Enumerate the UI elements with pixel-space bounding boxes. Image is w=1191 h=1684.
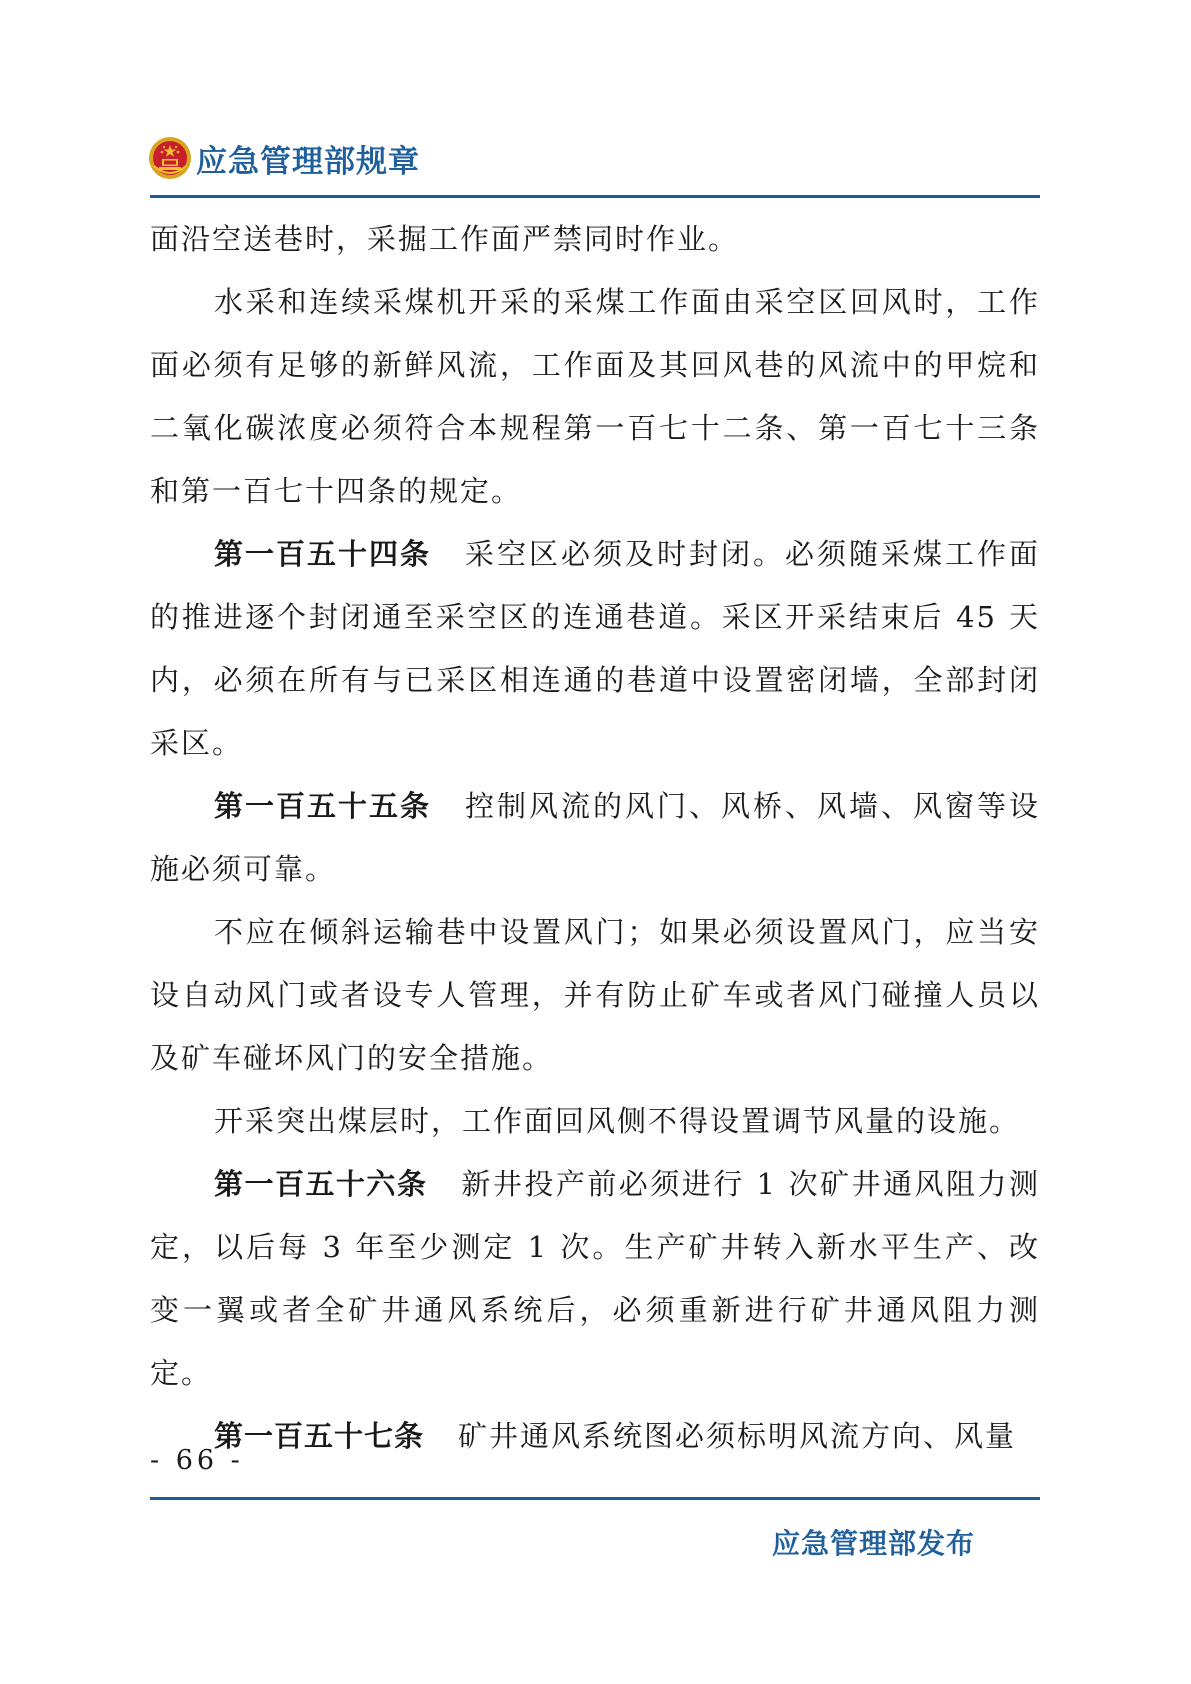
footer-publisher: 应急管理部发布 — [772, 1527, 976, 1560]
header-divider — [150, 195, 1040, 198]
paragraph-text: 开采突出煤层时，工作面回风侧不得设置调节风量的设施。 — [214, 1104, 1021, 1138]
body-paragraph — [150, 901, 1040, 1090]
article-paragraph — [150, 1153, 1040, 1405]
article-paragraph — [150, 775, 1040, 901]
article-paragraph — [150, 523, 1040, 775]
body-paragraph — [150, 271, 1040, 523]
paragraph-text: 水采和连续采煤机开采的采煤工作面由采空区回风时，工作面必须有足够的新鲜风流，工作面及其回风巷的风流中的甲烷和二氧化碳浓度必须符合本规程第一百七十二条、第一百七十三条和第一百七十四条的规定。 — [150, 285, 1040, 508]
header-title: 应急管理部规章 — [196, 143, 420, 180]
document-body — [150, 208, 1040, 1468]
page-number: - 66 - — [150, 1445, 244, 1476]
article-number: 第一百五十五条 — [214, 789, 431, 823]
article-number: 第一百五十七条 — [214, 1419, 425, 1453]
body-paragraph — [150, 208, 1040, 271]
article-number: 第一百五十六条 — [214, 1167, 428, 1201]
document-header — [148, 128, 420, 188]
national-emblem-icon — [148, 136, 192, 180]
paragraph-text: 面沿空送巷时，采掘工作面严禁同时作业。 — [150, 222, 740, 256]
article-number: 第一百五十四条 — [214, 537, 431, 571]
paragraph-text: 控制风流的风门、风桥、风墙、风窗等设施必须可靠。 — [150, 789, 1040, 886]
footer-divider — [150, 1497, 1040, 1500]
paragraph-text: 新井投产前必须进行 1 次矿井通风阻力测定，以后每 3 年至少测定 1 次。生产矿井转入新水平生产、改变一翼或者全矿井通风系统后，必须重新进行矿井通风阻力测定。 — [150, 1167, 1040, 1390]
article-paragraph — [150, 1405, 1040, 1468]
body-paragraph — [150, 1090, 1040, 1153]
paragraph-text: 采空区必须及时封闭。必须随采煤工作面的推进逐个封闭通至采空区的连通巷道。采区开采结束后 45 天内，必须在所有与已采区相连通的巷道中设置密闭墙，全部封闭采区。 — [150, 537, 1040, 760]
paragraph-text: 不应在倾斜运输巷中设置风门；如果必须设置风门，应当安设自动风门或者设专人管理，并有防止矿车或者风门碰撞人员以及矿车碰坏风门的安全措施。 — [150, 915, 1040, 1075]
paragraph-text: 矿井通风系统图必须标明风流方向、风量 — [458, 1419, 1017, 1453]
